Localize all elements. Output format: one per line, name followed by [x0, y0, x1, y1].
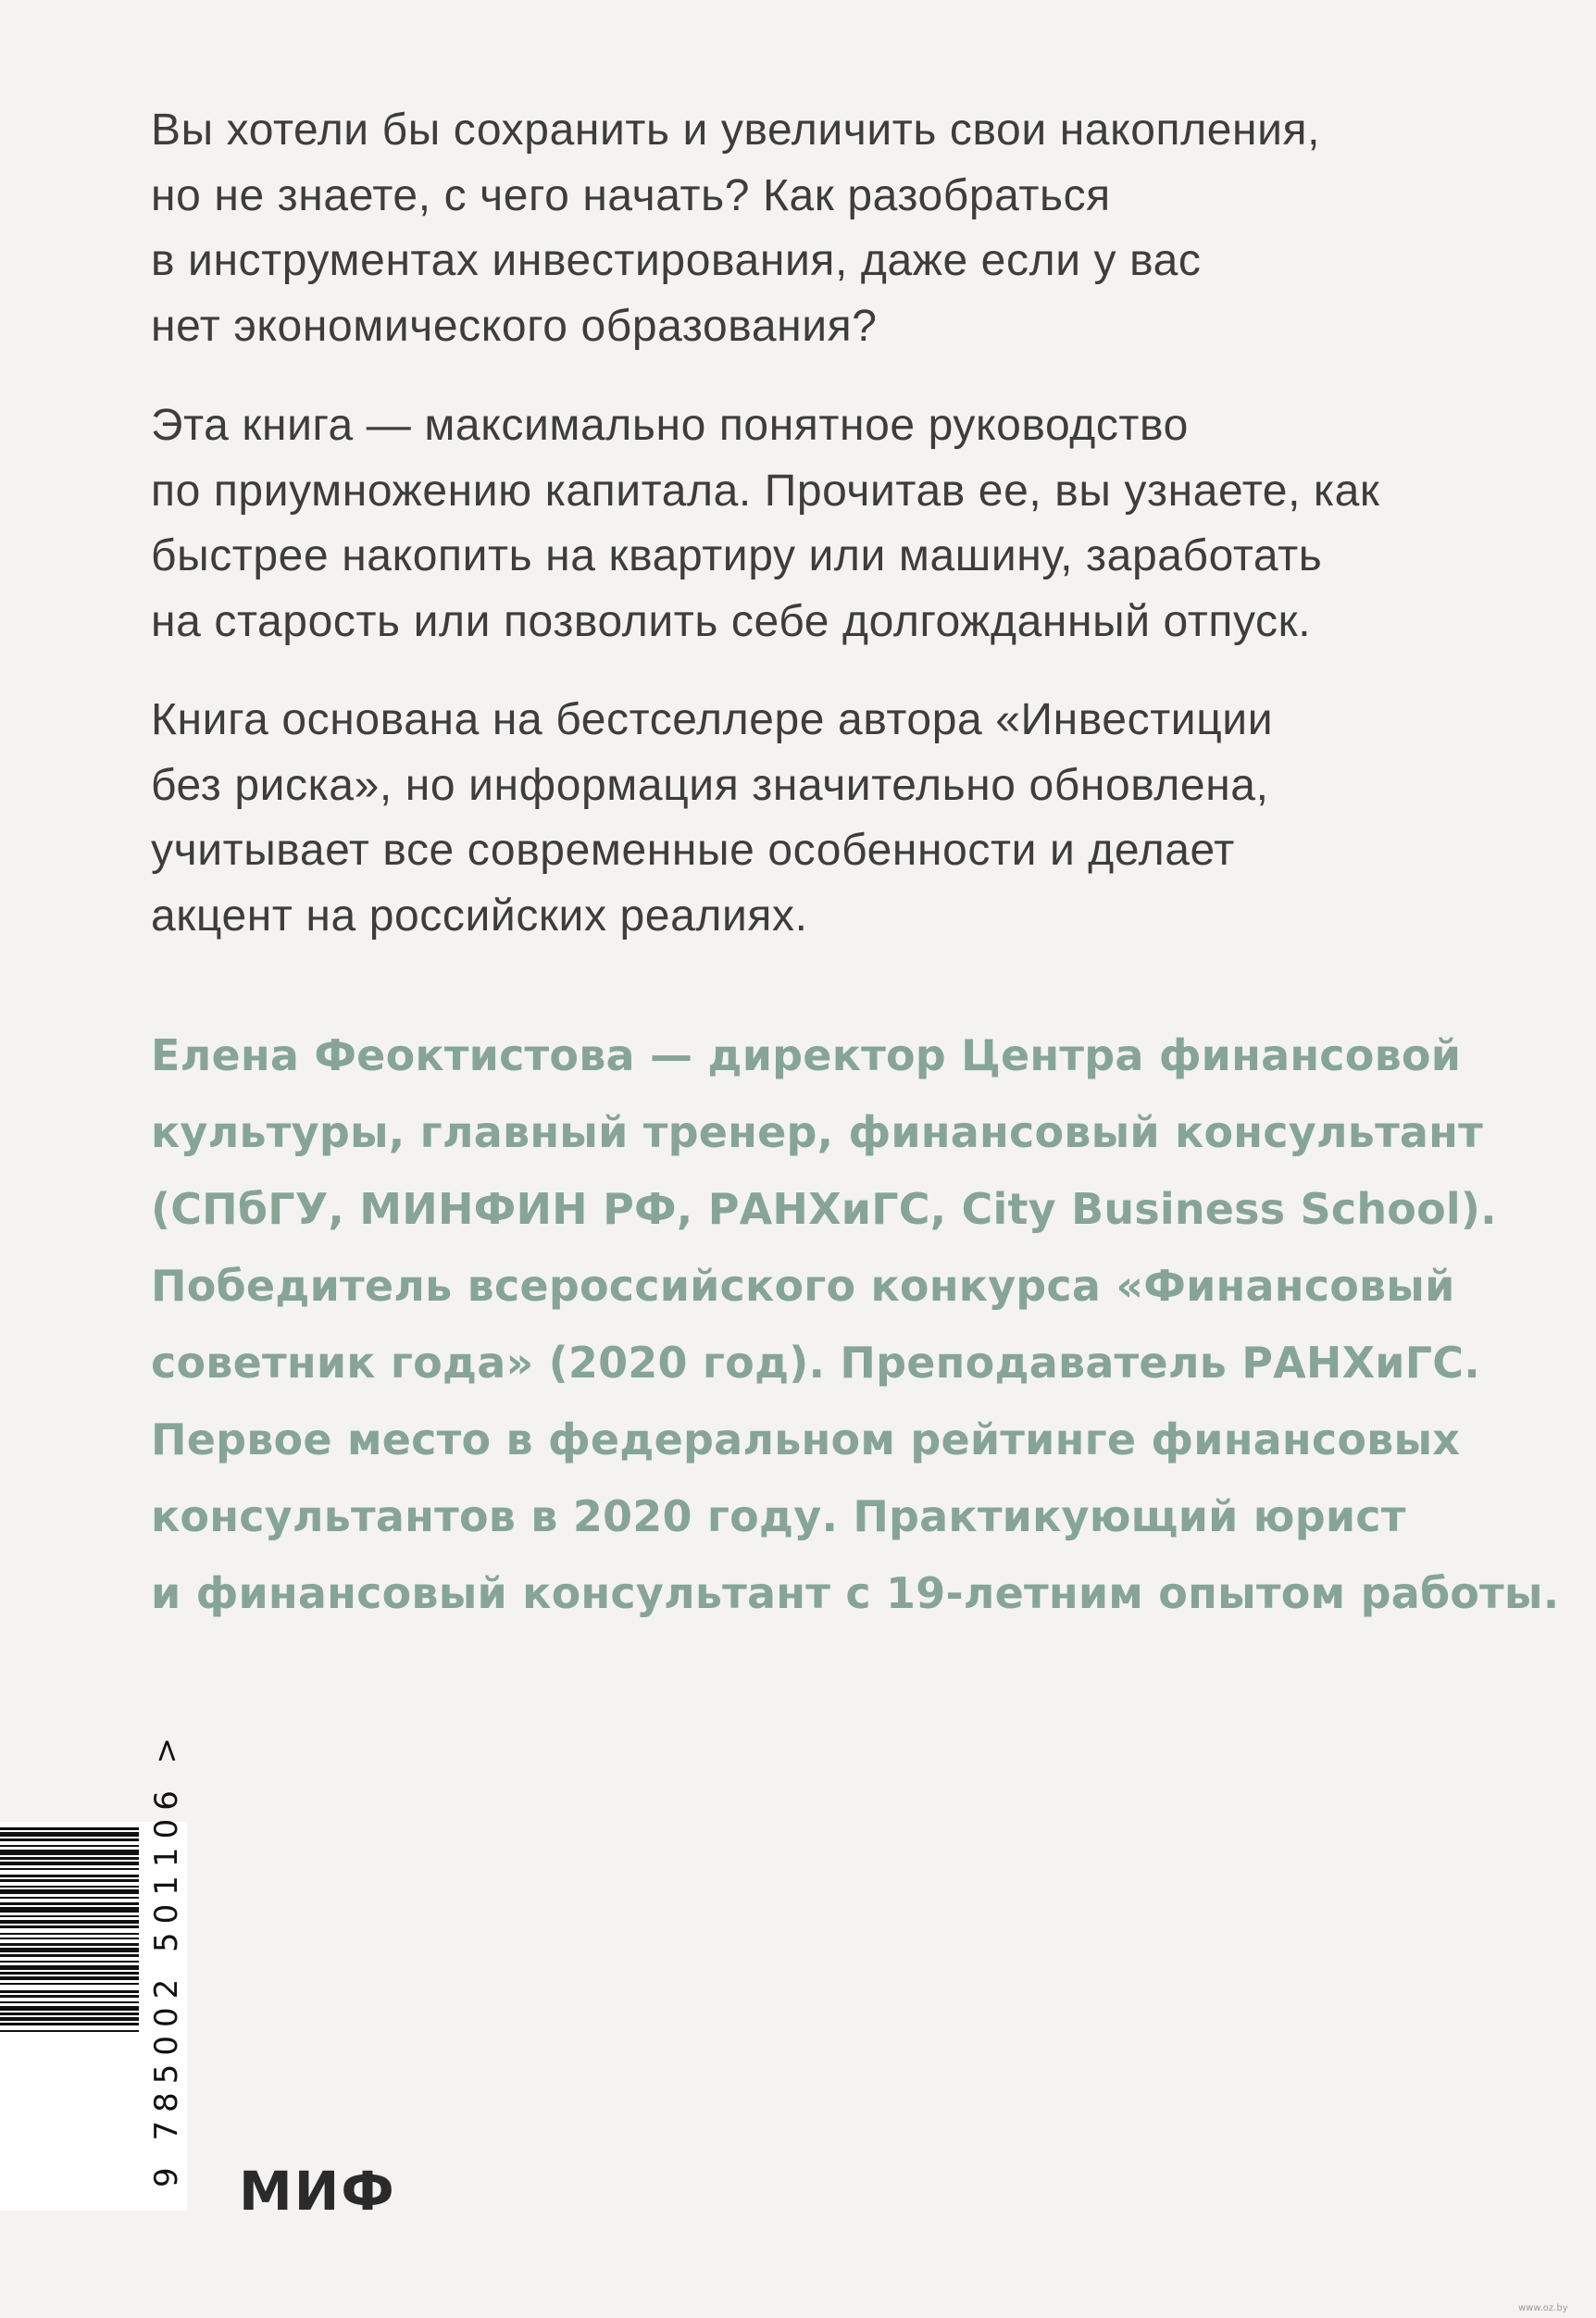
author-bio-line: и финансовый консультант с 19-летним опытом работы.	[151, 1568, 1560, 1618]
barcode-bar	[0, 2030, 139, 2032]
description-paragraph-1	[151, 98, 1465, 359]
barcode-bar	[0, 1889, 139, 1894]
barcode-bar	[0, 1954, 139, 1957]
barcode-bar	[0, 1920, 139, 1924]
paragraph-line: Вы хотели бы сохранить и увеличить свои накопления,	[151, 106, 1321, 155]
paragraph-line: но не знаете, с чего начать? Как разобраться	[151, 170, 1111, 220]
barcode-bar	[0, 1943, 139, 1946]
isbn-number: 9 785002 501106 >	[148, 1728, 185, 2187]
barcode-bar	[0, 1925, 139, 1928]
paragraph-line: акцент на российских реалиях.	[151, 891, 808, 941]
author-bio-line: культуры, главный тренер, финансовый консультант	[151, 1107, 1484, 1157]
paragraph-line: в инструментах инвестирования, даже если у вас	[151, 236, 1202, 285]
description-paragraph-2	[151, 393, 1465, 654]
barcode-bar	[0, 1976, 139, 1980]
author-bio-line: консультантов в 2020 году. Практикующий юрист	[151, 1491, 1406, 1541]
author-bio-line: Первое место в федеральном рейтинге финансовых	[151, 1414, 1461, 1464]
barcode-bar	[0, 1983, 139, 1985]
paragraph-line: Книга основана на бестселлере автора «Инвестиции	[151, 695, 1274, 744]
barcode-bar	[0, 1832, 139, 1837]
barcode-bar	[0, 1995, 139, 1998]
author-bio-line: (СПбГУ, МИНФИН РФ, РАНХиГС, City Business School).	[151, 1184, 1497, 1234]
author-bio	[151, 1017, 1560, 1632]
paragraph-line: быстрее накопить на квартиру или машину, заработать	[151, 531, 1323, 580]
barcode-bar	[0, 1827, 139, 1830]
barcode-bar	[0, 1933, 139, 1935]
paragraph-line: Эта книга — максимально понятное руководство	[151, 401, 1189, 450]
barcode-bar	[0, 1938, 139, 1939]
paragraph-line: учитывает все современные особенности и делает	[151, 826, 1235, 875]
author-bio-line: Победитель всероссийского конкурса «Финансовый	[151, 1261, 1455, 1311]
barcode-bar	[0, 2001, 139, 2003]
barcode-bar	[0, 1850, 139, 1855]
barcode-bar	[0, 1857, 139, 1860]
barcode-bar	[0, 1965, 139, 1970]
barcode-bar	[0, 1868, 139, 1870]
watermark: www.oz.by	[1518, 2303, 1568, 2313]
barcode-bar	[0, 1886, 139, 1888]
author-bio-line: Елена Феоктистова — директор Центра финансовой	[151, 1030, 1462, 1080]
description-paragraph-3	[151, 688, 1465, 949]
barcode-bar	[0, 1862, 139, 1865]
barcode-bar	[0, 1907, 139, 1913]
barcode-bar	[0, 1972, 139, 1975]
paragraph-line: нет экономического образования?	[151, 301, 878, 351]
barcode-bar	[0, 1897, 139, 1899]
paragraph-line: по приумножению капитала. Прочитав ее, вы узнаете, как	[151, 466, 1380, 516]
barcode-bar	[0, 1902, 139, 1905]
barcode-bar	[0, 2013, 139, 2015]
paragraph-line: без риска», но информация значительно обновлена,	[151, 760, 1269, 810]
author-bio-line: советник года» (2020 год). Преподаватель РАНХиГС.	[151, 1338, 1480, 1388]
barcode-bar	[0, 1875, 139, 1877]
barcode-bar	[0, 1961, 139, 1963]
barcode-bar	[0, 1915, 139, 1917]
paragraph-line: на старость или позволить себе долгожданный отпуск.	[151, 596, 1312, 646]
barcode-bar	[0, 1990, 139, 1993]
barcode-bar	[0, 1879, 139, 1882]
barcode-bar	[0, 1948, 139, 1952]
barcode-bar	[0, 2006, 139, 2011]
barcode-bar	[0, 2017, 139, 2021]
barcode-bar	[0, 1845, 139, 1847]
publisher-logo: МИФ	[239, 2160, 396, 2223]
barcode-bar	[0, 1838, 139, 1841]
barcode-bar	[0, 2023, 139, 2025]
